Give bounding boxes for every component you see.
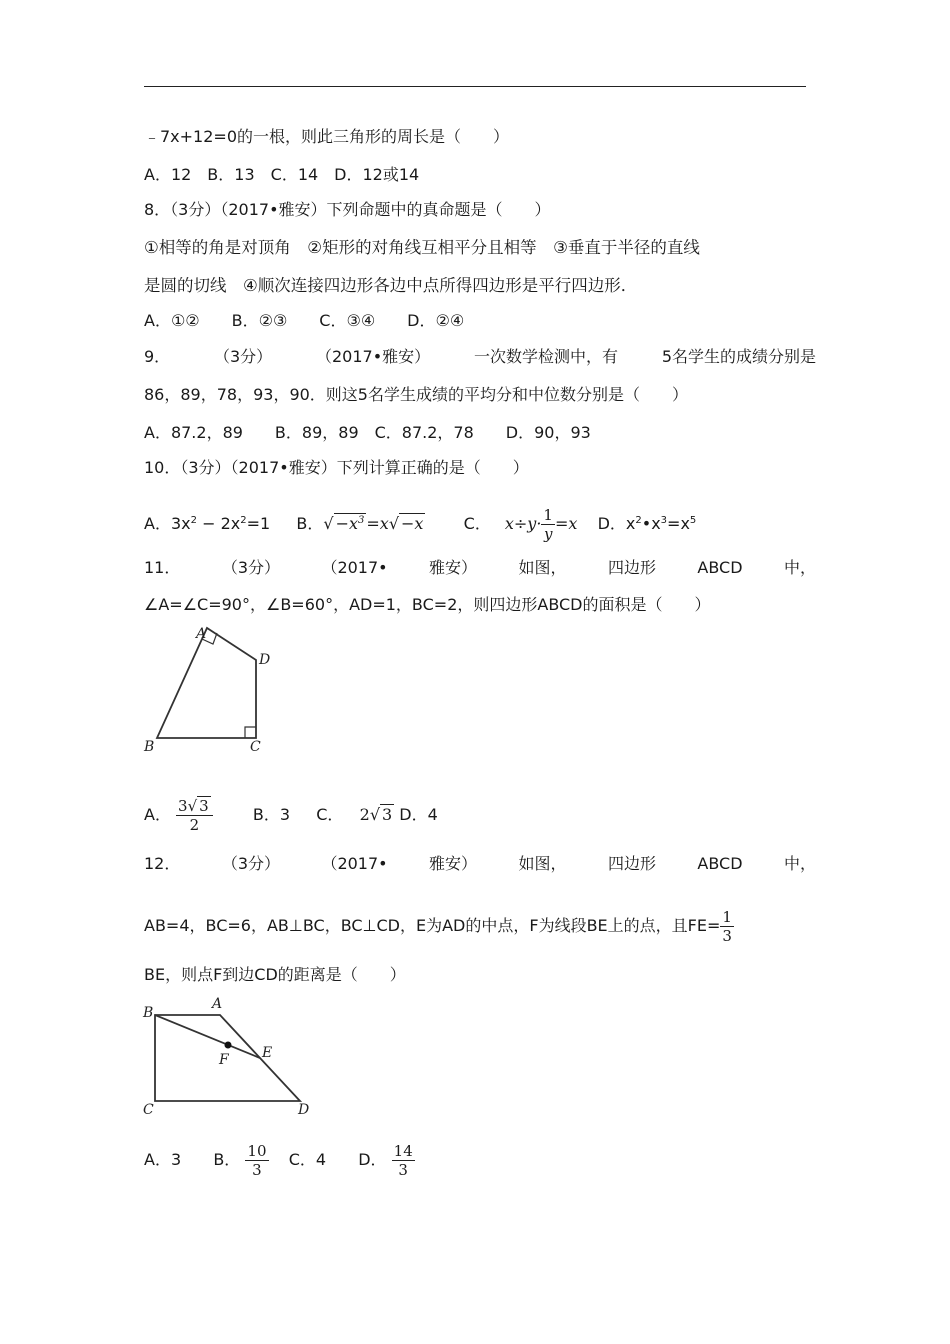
q11-score: （3分） [221,558,280,577]
q12-option-c: C．4 [288,1150,327,1169]
q12-label-a: A [212,996,223,1012]
q10-option-c: C． x÷y· $\frac{1}{y}$ =x [463,506,578,543]
q12-label-e: E [262,1045,273,1061]
q10-option-b: B．√ $-x^3 =x√ -x$ [296,514,424,533]
q9-line2: 86，89，78，93，90．则这5名学生成绩的平均分和中位数分别是（ ） [144,385,688,404]
q11-option-a-frac: $\frac{3√ 3}{2}$ [176,797,213,834]
q12-number: 12． [144,854,181,873]
q11-number: 11． [144,558,181,577]
q11-option-c-value: 2√ 3 [359,805,393,824]
q8-line2: 是圆的切线 ④顺次连接四边形各边中点所得四边形是平行四边形． [144,276,638,295]
q10-option-d: D．$x^2•x^3=x^5$ [597,514,697,533]
q9-score: （3分） [214,347,273,366]
q12-text-a: 如图， [518,854,567,873]
q7-continuation: ﹣7x+12=0的一根，则此三角形的周长是（ ） [144,127,510,146]
q12-score: （3分） [221,854,280,873]
q7-options: A．12 B．13 C．14 D．12或14 [144,165,420,184]
q9-stem [144,346,816,368]
q11-text-a: 如图， [518,558,567,577]
q11-options [144,795,438,835]
q12-text-c: ABCD [697,854,743,873]
q11-line2: ∠A=∠C=90°，∠B=60°，AD=1，BC=2，则四边形ABCD的面积是（ ） [144,595,711,614]
q11-label-c: C [250,739,261,755]
q8-options: A．①② B．②③ C．③④ D．②④ [144,311,465,330]
q10-stem: 10．（3分）（2017•雅安）下列计算正确的是（ ） [144,458,529,477]
q11-text-b: 四边形 [607,558,656,577]
q12-line3: BE，则点F到边CD的距离是（ ） [144,965,406,984]
q11-text-d: 中， [783,558,816,577]
q12-text-d: 中， [783,854,816,873]
q12-option-a: A．3 [144,1150,182,1169]
q11-stem [144,557,816,579]
q9-source: （2017•雅安） [316,347,431,366]
q12-options [144,1140,415,1180]
q12-option-d-label: D． [358,1150,387,1169]
q12-fe-frac: $\frac{1}{3}$ [722,908,732,945]
q11-option-b: B．3 [252,805,291,824]
q8-line1: ①相等的角是对顶角 ②矩形的对角线互相平分且相等 ③垂直于半径的直线 [144,238,700,257]
q11-source-b: 雅安） [429,558,478,577]
q10-options [144,506,696,543]
q11-option-c-label: C． [316,805,344,824]
q12-label-d: D [298,1102,310,1118]
q11-label-a: A [196,626,207,642]
header-rule [144,86,806,87]
q12-stem [144,853,816,875]
q11-option-d: D．4 [399,805,438,824]
q12-text-b: 四边形 [607,854,656,873]
q9-number: 9． [144,347,171,366]
q12-label-f: F [219,1052,229,1068]
q11-label-d: D [259,652,271,668]
q12-option-b-label: B． [213,1150,241,1169]
q9-text-b: 5名学生的成绩分别是 [661,347,816,366]
q9-text-a: 一次数学检测中，有 [473,347,618,366]
q9-options: A．87.2，89 B．89，89 C．87.2，78 D．90，93 [144,423,591,442]
q11-figure [140,620,290,760]
q11-source-a: （2017• [321,558,388,577]
q8-stem: 8．（3分）（2017•雅安）下列命题中的真命题是（ ） [144,200,551,219]
q12-option-d-frac: $\frac{14}{3}$ [393,1142,413,1179]
q11-label-b: B [144,739,155,755]
q12-label-b: B [143,1005,154,1021]
q12-option-b-frac: $\frac{10}{3}$ [247,1142,267,1179]
q12-figure [140,995,320,1125]
q11-text-c: ABCD [697,558,743,577]
q12-label-c: C [143,1102,154,1118]
q10-option-a: A．$3x^2 - 2x^2=1$ [144,514,271,533]
q12-source-b: 雅安） [429,854,478,873]
q12-line2: AB=4，BC=6，AB⊥BC，BC⊥CD，E为AD的中点，F为线段BE上的点，且FE= $\frac{1}{3}$ [144,908,732,945]
q12-source-a: （2017• [321,854,388,873]
q11-option-a-label: A． [144,805,171,824]
